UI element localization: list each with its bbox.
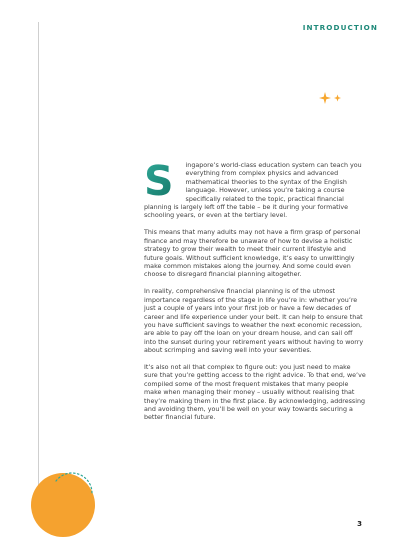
paragraph-3: In reality, comprehensive financial planning is of the utmost importance regardless of the stage in life you’re in: whether you’re just a couple of years into your first job or have a few decades of career and life experience under your belt. It can help to ensure that you have sufficient savings to weather the next economic recession, are able to pay off the loan on your dream house, and can sail off into the sunset during your retirement years without having to worry about scrimping and saving well into your seventies. <box>144 288 364 355</box>
drop-cap: S <box>144 157 174 205</box>
paragraph-2: This means that many adults may not have a firm grasp of personal finance and may therefore be unaware of how to devise a holistic strategy to grow their wealth to meet their current lifestyle and future goals. Without sufficient knowledge, it’s easy to unwittingly make common mistakes along the journey. And some could even choose to disregard financial planning altogether. <box>144 229 361 279</box>
vertical-divider <box>38 22 39 503</box>
paragraph-intro <box>144 157 366 221</box>
paragraph-intro-text: ingapore’s world-class education system can teach you everything from complex physics and advanced mathematical theories to the syntax of the English language. However, unless you’re taking a course specifically related to the topic, practical financial planning is largely left off the table – be it during your formative schooling years, or even at the tertiary level. <box>144 162 362 220</box>
section-label: INTRODUCTION <box>302 23 378 32</box>
sparkle-icon <box>319 92 343 104</box>
page-number: 3 <box>357 520 362 528</box>
orange-circle-decoration <box>31 473 95 537</box>
article-body <box>144 157 366 431</box>
paragraph-4: It’s also not all that complex to figure out: you just need to make sure that you’re getting access to the right advice. To that end, we’ve compiled some of the most frequent mistakes that many people make when managing their money – usually without realising that they’re making them in the first place. By acknowledging, addressing and avoiding them, you’ll be well on your way towards securing a better financial future. <box>144 364 366 422</box>
